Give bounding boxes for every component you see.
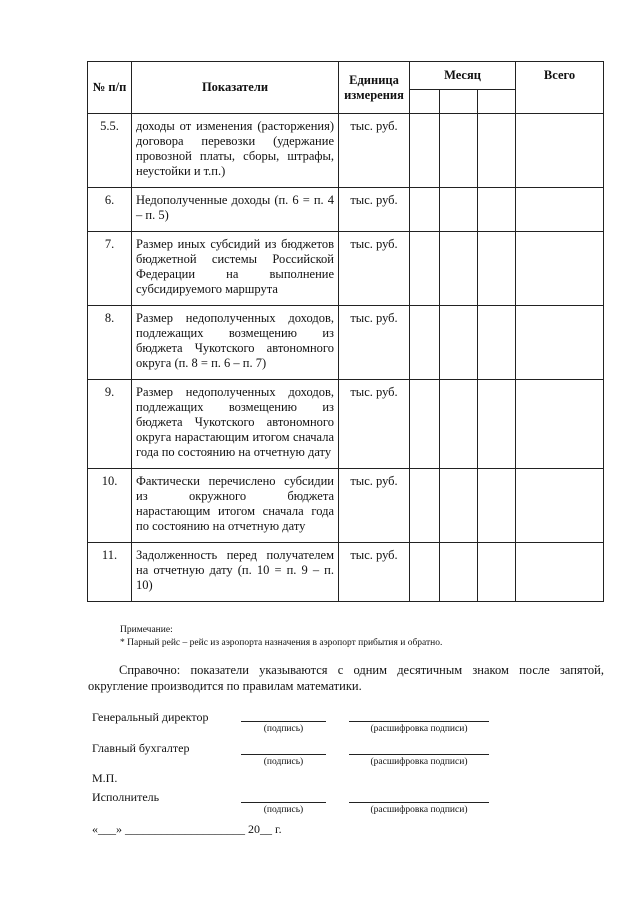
row-month-cell-2 (440, 469, 478, 543)
row-total-cell (516, 380, 604, 469)
note-title: Примечание: (120, 625, 173, 635)
row-number: 9. (88, 380, 132, 469)
row-month-cell-1 (410, 543, 440, 602)
row-indicator: Размер иных субсидий из бюджетов бюджетной системы Российской Федерации на выполнение субсидируемого маршрута (132, 232, 339, 306)
executor-label: Исполнитель (92, 790, 160, 804)
row-month-cell-1 (410, 380, 440, 469)
header-unit: Единица измерения (339, 62, 410, 114)
director-decode-line (349, 721, 489, 722)
row-indicator: Размер недополученных доходов, подлежащих возмещению из бюджета Чукотского автономного округа (п. 8 = п. 6 – п. 7) (132, 306, 339, 380)
header-indicator: Показатели (132, 62, 339, 114)
row-unit: тыс. руб. (339, 232, 410, 306)
row-total-cell (516, 232, 604, 306)
header-month-col-3 (478, 90, 516, 114)
table-row (88, 543, 604, 602)
accountant-decode-caption: (расшифровка подписи) (370, 757, 468, 767)
row-number: 8. (88, 306, 132, 380)
executor-signature-line (241, 802, 326, 803)
header-month-col-1 (410, 90, 440, 114)
table-row (88, 188, 604, 232)
row-month-cell-2 (440, 232, 478, 306)
indicators-table (87, 61, 604, 602)
row-month-cell-2 (440, 380, 478, 469)
header-num: № п/п (88, 62, 132, 114)
director-label: Генеральный директор (92, 710, 209, 724)
row-indicator: Фактически перечислено субсидии из окружного бюджета нарастающим итогом сначала года по состоянию на отчетную дату (132, 469, 339, 543)
row-month-cell-3 (478, 380, 516, 469)
row-month-cell-2 (440, 306, 478, 380)
row-total-cell (516, 306, 604, 380)
row-unit: тыс. руб. (339, 114, 410, 188)
row-unit: тыс. руб. (339, 380, 410, 469)
row-month-cell-1 (410, 188, 440, 232)
row-unit: тыс. руб. (339, 188, 410, 232)
row-month-cell-1 (410, 469, 440, 543)
row-total-cell (516, 543, 604, 602)
row-unit: тыс. руб. (339, 543, 410, 602)
row-number: 5.5. (88, 114, 132, 188)
table-row (88, 469, 604, 543)
row-total-cell (516, 188, 604, 232)
row-month-cell-3 (478, 543, 516, 602)
accountant-signature-caption: (подпись) (263, 757, 304, 767)
header-month: Месяц (410, 62, 516, 90)
accountant-signature-line (241, 754, 326, 755)
row-total-cell (516, 469, 604, 543)
row-month-cell-2 (440, 114, 478, 188)
table-row (88, 380, 604, 469)
executor-decode-caption: (расшифровка подписи) (370, 805, 468, 815)
header-total: Всего (516, 62, 604, 114)
row-total-cell (516, 114, 604, 188)
executor-decode-line (349, 802, 489, 803)
reference-text: Справочно: показатели указываются с одним десятичным знаком после запятой, округление производится по правилам математики. (88, 663, 604, 693)
row-month-cell-3 (478, 306, 516, 380)
row-unit: тыс. руб. (339, 469, 410, 543)
row-month-cell-1 (410, 306, 440, 380)
row-month-cell-2 (440, 188, 478, 232)
row-indicator: Задолженность перед получателем на отчетную дату (п. 10 = п. 9 – п. 10) (132, 543, 339, 602)
stamp-label: М.П. (92, 771, 118, 785)
row-number: 11. (88, 543, 132, 602)
director-signature-line (241, 721, 326, 722)
row-number: 6. (88, 188, 132, 232)
date-line: «___» ____________________ 20__ г. (92, 822, 282, 836)
executor-signature-caption: (подпись) (263, 805, 304, 815)
row-month-cell-2 (440, 543, 478, 602)
row-unit: тыс. руб. (339, 306, 410, 380)
table-row (88, 114, 604, 188)
accountant-label: Главный бухгалтер (92, 741, 190, 755)
note-text: * Парный рейс – рейс из аэропорта назначения в аэропорт прибытия и обратно. (120, 638, 443, 648)
row-indicator: доходы от изменения (расторжения) договора перевозки (удержание провозной платы, сборы, штрафы, неустойки и т.п.) (132, 114, 339, 188)
row-month-cell-3 (478, 188, 516, 232)
director-signature-caption: (подпись) (263, 724, 304, 734)
row-number: 7. (88, 232, 132, 306)
director-decode-caption: (расшифровка подписи) (370, 724, 468, 734)
row-month-cell-1 (410, 114, 440, 188)
row-month-cell-3 (478, 114, 516, 188)
row-month-cell-1 (410, 232, 440, 306)
row-indicator: Размер недополученных доходов, подлежащих возмещению из бюджета Чукотского автономного округа нарастающим итогом сначала года по состоянию на отчетную дату (132, 380, 339, 469)
row-month-cell-3 (478, 232, 516, 306)
table-row (88, 232, 604, 306)
row-indicator: Недополученные доходы (п. 6 = п. 4 – п. 5) (132, 188, 339, 232)
row-month-cell-3 (478, 469, 516, 543)
header-month-col-2 (440, 90, 478, 114)
table-row (88, 306, 604, 380)
accountant-decode-line (349, 754, 489, 755)
row-number: 10. (88, 469, 132, 543)
